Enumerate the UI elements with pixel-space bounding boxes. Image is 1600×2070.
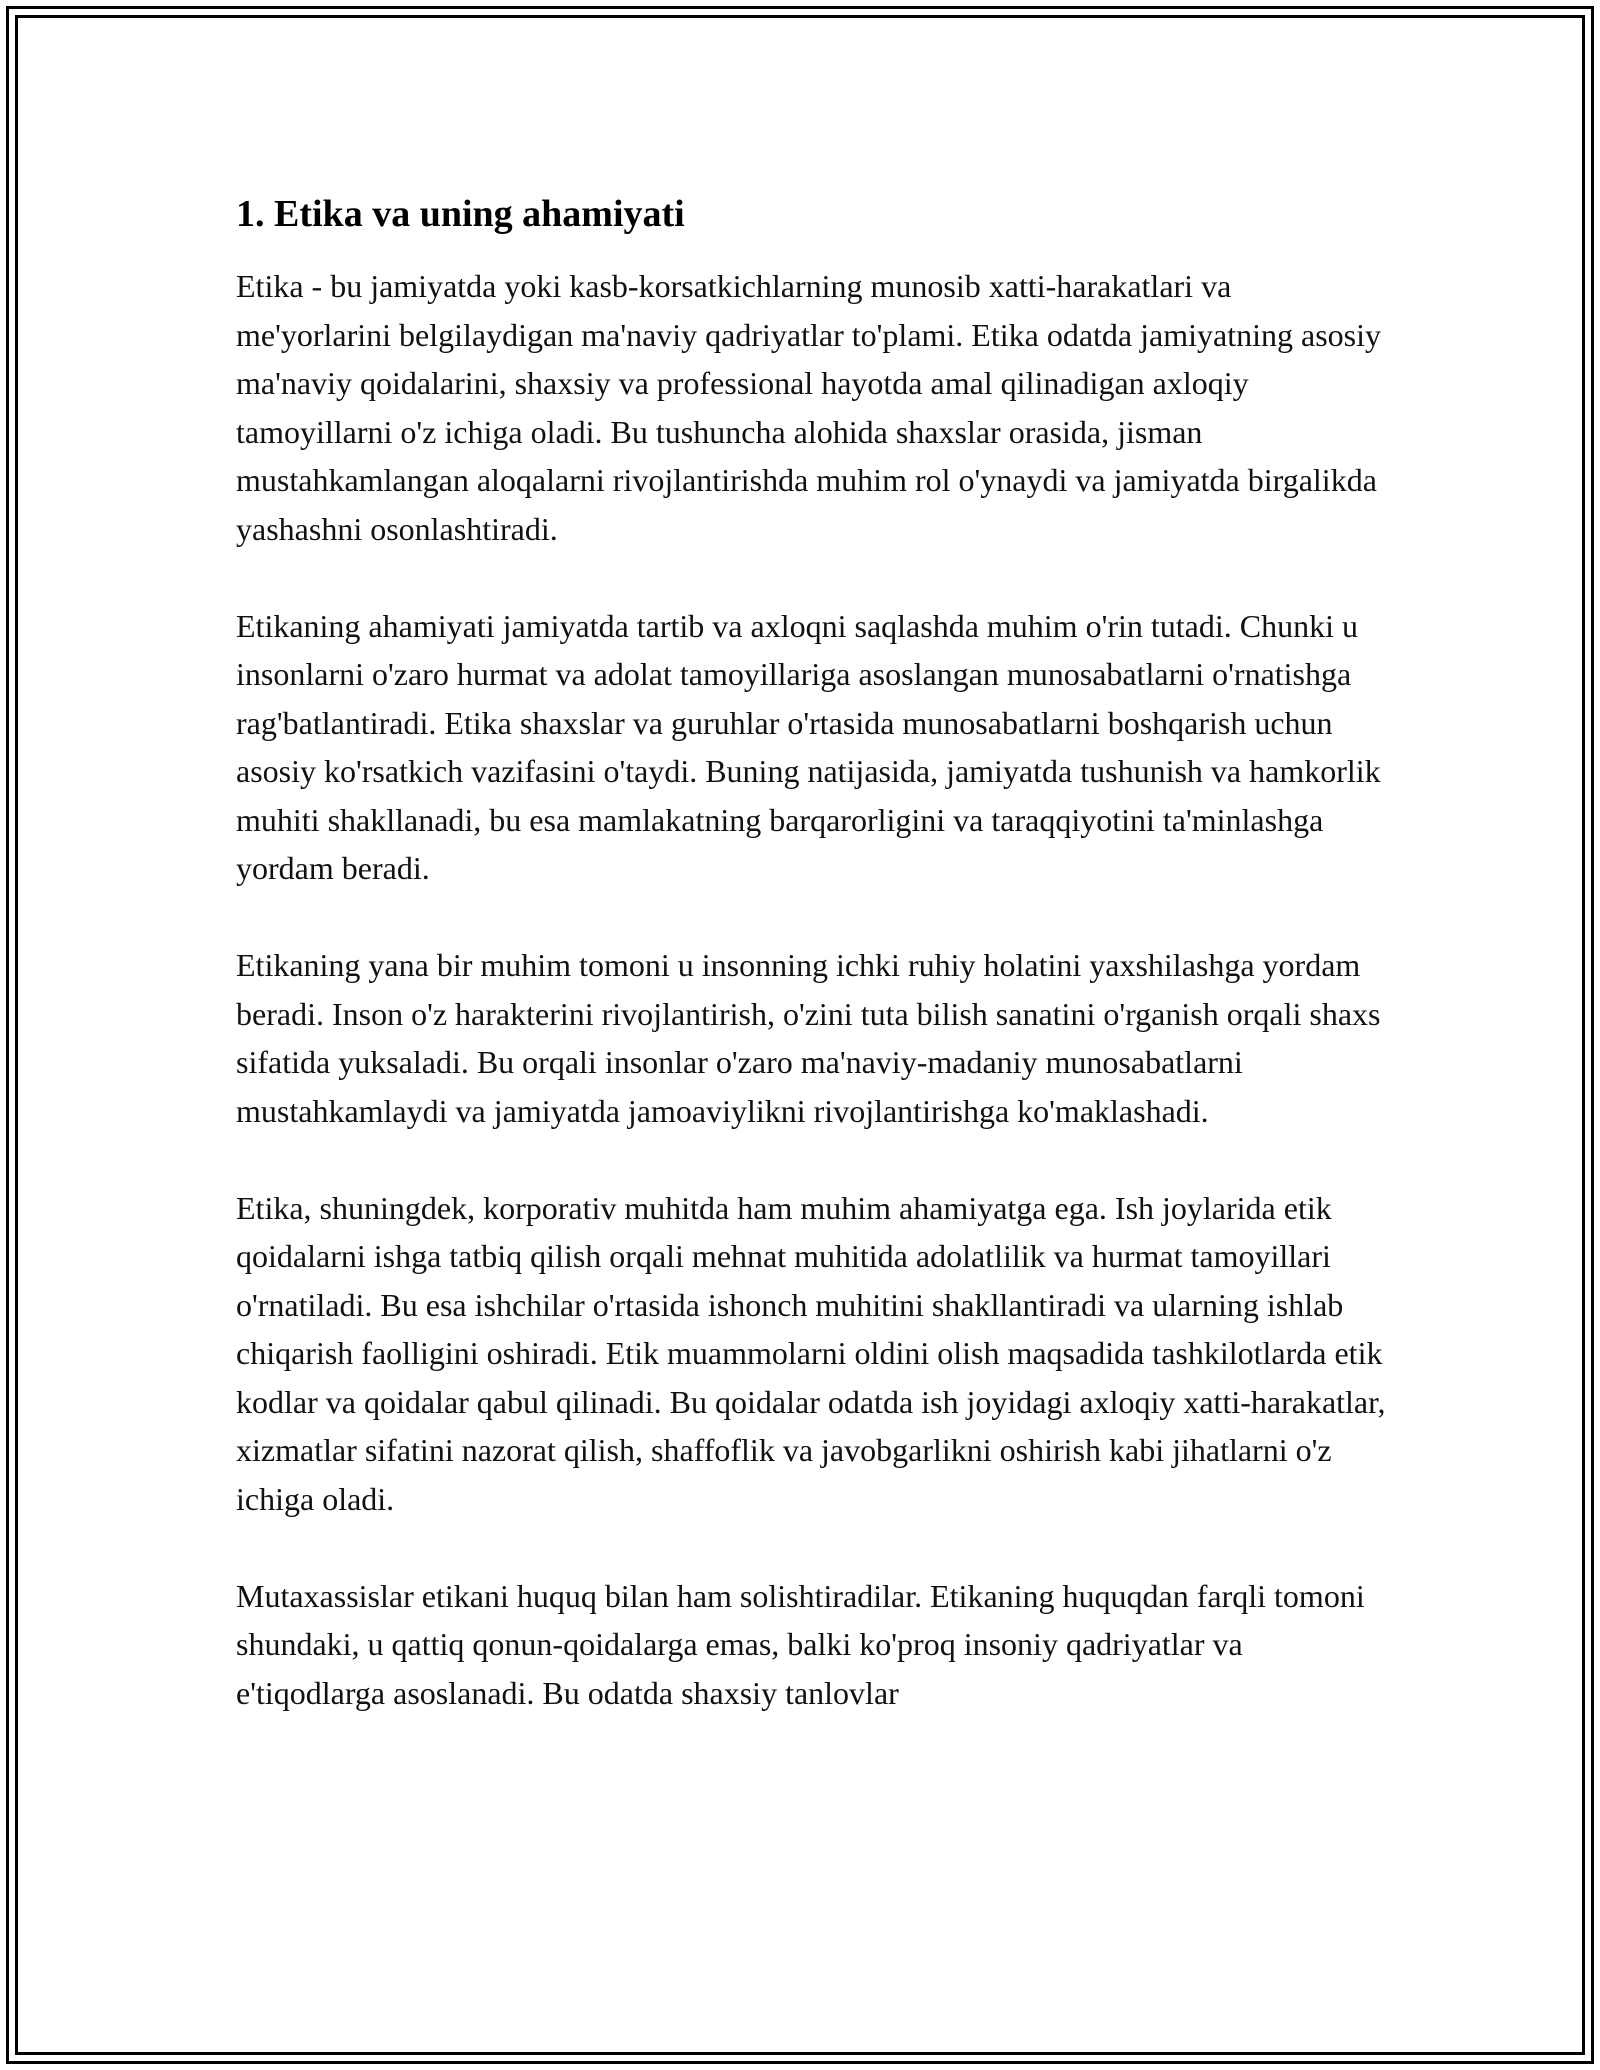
paragraph-5: Mutaxassislar etikani huquq bilan ham solishtiradilar. Etikaning huquqdan farqli tomoni shundaki, u qattiq qonun-qoidalarga emas, balki ko'proq insoniy qadriyatlar va e'tiqodlarga asoslanadi. Bu odatda shaxsiy tanlovlar (236, 1577, 1365, 1711)
paragraph-2: Etikaning ahamiyati jamiyatda tartib va axloqni saqlashda muhim o'rin tutadi. Chunki u insonlarni o'zaro hurmat va adolat tamoyillariga asoslangan munosabatlarni o'rnatishga rag'batlantiradi. Etika shaxslar va guruhlar o'rtasida munosabatlarni boshqarish uchun asosiy ko'rsatkich vazifasini o'taydi. Buning natijasida, jamiyatda tushunish va hamkorlik muhiti shakllanadi, bu esa mamlakatning barqarorligini va taraqqiyotini ta'minlashga yordam beradi. (236, 607, 1381, 886)
section-heading: 1. Etika va uning ahamiyati (236, 193, 685, 235)
document-body (236, 190, 1386, 1766)
paragraph-3: Etikaning yana bir muhim tomoni u insonning ichki ruhiy holatini yaxshilashga yordam beradi. Inson o'z harakterini rivojlantirish, o'zini tuta bilish sanatini o'rganish orqali shaxs sifatida yuksaladi. Bu orqali insonlar o'zaro ma'naviy-madaniy munosabatlarni mustahkamlaydi va jamiyatda jamoaviylikni rivojlantirishga ko'maklashadi. (236, 947, 1381, 1129)
paragraph-4: Etika, shuningdek, korporativ muhitda ham muhim ahamiyatga ega. Ish joylarida etik qoidalarni ishga tatbiq qilish orqali mehnat muhitida adolatlilik va hurmat tamoyillari o'rnatiladi. Bu esa ishchilar o'rtasida ishonch muhitini shakllantiradi va ularning ishlab chiqarish faolligini oshiradi. Etik muammolarni oldini olish maqsadida tashkilotlarda etik kodlar va qoidalar qabul qilinadi. Bu qoidalar odatda ish joyidagi axloqiy xatti-harakatlar, xizmatlar sifatini nazorat qilish, shaffoflik va javobgarlikni oshirish kabi jihatlarni o'z ichiga oladi. (236, 1189, 1386, 1517)
paragraph-1: Etika - bu jamiyatda yoki kasb-korsatkichlarning munosib xatti-harakatlari va me'yorlarini belgilaydigan ma'naviy qadriyatlar to'plami. Etika odatda jamiyatning asosiy ma'naviy qoidalarini, shaxsiy va professional hayotda amal qilinadigan axloqiy tamoyillarni o'z ichiga oladi. Bu tushuncha alohida shaxslar orasida, jisman mustahkamlangan aloqalarni rivojlantirishda muhim rol o'ynaydi va jamiyatda birgalikda yashashni osonlashtiradi. (236, 268, 1381, 547)
